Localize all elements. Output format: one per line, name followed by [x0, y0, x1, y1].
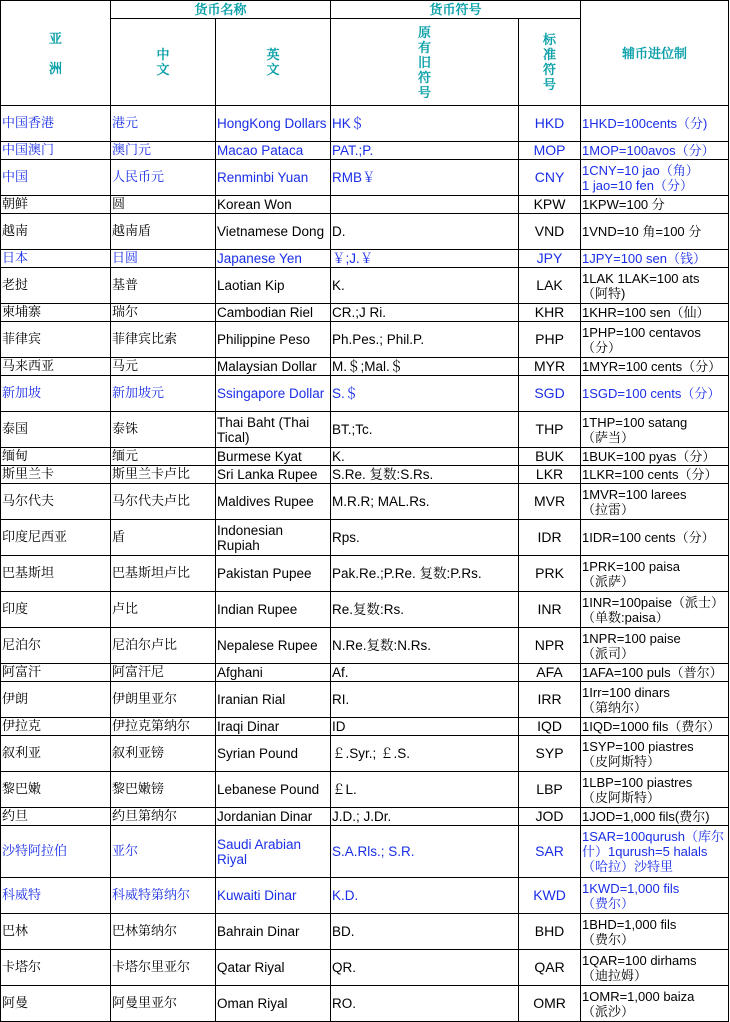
old-symbol-cell: HK＄ [331, 106, 519, 142]
table-row [1, 986, 729, 1022]
chinese-name-cell: 菲律宾比索 [111, 322, 216, 358]
header-region: 亚 洲 [1, 1, 111, 106]
standard-code-cell: BHD [519, 914, 581, 950]
chinese-name-cell: 卢比 [111, 592, 216, 628]
standard-code-cell: INR [519, 592, 581, 628]
old-symbol-cell: K.D. [331, 878, 519, 914]
country-cell: 巴林 [1, 914, 111, 950]
header-currency-symbol: 货币符号 [331, 1, 581, 19]
table-row [1, 466, 729, 484]
table-row [1, 664, 729, 682]
subunit-cell: 1THP=100 satang （萨当） [581, 412, 729, 448]
table-row [1, 914, 729, 950]
old-symbol-cell: ￥;J.￥ [331, 250, 519, 268]
subunit-cell: 1KPW=100 分 [581, 196, 729, 214]
old-symbol-cell: K. [331, 268, 519, 304]
subunit-cell: 1HKD=100cents（分) [581, 106, 729, 142]
subunit-cell: 1BHD=1,000 fils （费尔） [581, 914, 729, 950]
table-row [1, 250, 729, 268]
country-cell: 巴基斯坦 [1, 556, 111, 592]
old-symbol-cell: CR.;J Ri. [331, 304, 519, 322]
old-symbol-cell [331, 196, 519, 214]
subunit-cell: 1INR=100paise（派士） （单数:paisa） [581, 592, 729, 628]
english-name-cell: Japanese Yen [216, 250, 331, 268]
old-symbol-cell: N.Re.复数:N.Rs. [331, 628, 519, 664]
subunit-cell: 1SGD=100 cents（分） [581, 376, 729, 412]
standard-code-cell: THP [519, 412, 581, 448]
country-cell: 朝鲜 [1, 196, 111, 214]
subunit-cell: 1AFA=100 puls（普尔） [581, 664, 729, 682]
subunit-cell: 1IQD=1000 fils（费尔） [581, 718, 729, 736]
country-cell: 黎巴嫩 [1, 772, 111, 808]
subunit-cell: 1KHR=100 sen（仙） [581, 304, 729, 322]
chinese-name-cell: 伊拉克第纳尔 [111, 718, 216, 736]
english-name-cell: HongKong Dollars [216, 106, 331, 142]
chinese-name-cell: 日圆 [111, 250, 216, 268]
standard-code-cell: SAR [519, 826, 581, 878]
chinese-name-cell: 巴林第纳尔 [111, 914, 216, 950]
header-subunit: 辅币进位制 [581, 1, 729, 106]
table-row [1, 304, 729, 322]
standard-code-cell: KPW [519, 196, 581, 214]
old-symbol-cell: Ph.Pes.; Phil.P. [331, 322, 519, 358]
old-symbol-cell: RO. [331, 986, 519, 1022]
standard-code-cell: SGD [519, 376, 581, 412]
chinese-name-cell: 叙利亚镑 [111, 736, 216, 772]
english-name-cell: Kuwaiti Dinar [216, 878, 331, 914]
english-name-cell: Renminbi Yuan [216, 160, 331, 196]
old-symbol-cell: QR. [331, 950, 519, 986]
chinese-name-cell: 黎巴嫩镑 [111, 772, 216, 808]
table-row [1, 628, 729, 664]
chinese-name-cell: 缅元 [111, 448, 216, 466]
table-row [1, 736, 729, 772]
standard-code-cell: BUK [519, 448, 581, 466]
standard-code-cell: OMR [519, 986, 581, 1022]
old-symbol-cell: PAT.;P. [331, 142, 519, 160]
table-row [1, 520, 729, 556]
subunit-cell: 1SYP=100 piastres （皮阿斯特） [581, 736, 729, 772]
chinese-name-cell: 斯里兰卡卢比 [111, 466, 216, 484]
old-symbol-cell: D. [331, 214, 519, 250]
chinese-name-cell: 阿富汗尼 [111, 664, 216, 682]
chinese-name-cell: 马尔代夫卢比 [111, 484, 216, 520]
currency-rows [1, 106, 729, 1022]
country-cell: 伊拉克 [1, 718, 111, 736]
chinese-name-cell: 人民币元 [111, 160, 216, 196]
english-name-cell: Cambodian Riel [216, 304, 331, 322]
standard-code-cell: MOP [519, 142, 581, 160]
table-row [1, 376, 729, 412]
english-name-cell: Maldives Rupee [216, 484, 331, 520]
country-cell: 印度尼西亚 [1, 520, 111, 556]
table-row [1, 682, 729, 718]
english-name-cell: Malaysian Dollar [216, 358, 331, 376]
country-cell: 菲律宾 [1, 322, 111, 358]
standard-code-cell: KWD [519, 878, 581, 914]
standard-code-cell: NPR [519, 628, 581, 664]
country-cell: 新加坡 [1, 376, 111, 412]
country-cell: 中国澳门 [1, 142, 111, 160]
country-cell: 约旦 [1, 808, 111, 826]
subunit-cell: 1PHP=100 centavos （分） [581, 322, 729, 358]
table-row [1, 556, 729, 592]
header-english: 英 文 [216, 19, 331, 106]
chinese-name-cell: 瑞尔 [111, 304, 216, 322]
english-name-cell: Jordanian Dinar [216, 808, 331, 826]
country-cell: 缅甸 [1, 448, 111, 466]
english-name-cell: Bahrain Dinar [216, 914, 331, 950]
english-name-cell: Nepalese Rupee [216, 628, 331, 664]
chinese-name-cell: 亚尔 [111, 826, 216, 878]
subunit-cell: 1Irr=100 dinars （第纳尔） [581, 682, 729, 718]
country-cell: 马尔代夫 [1, 484, 111, 520]
old-symbol-cell: ￡L. [331, 772, 519, 808]
table-row [1, 484, 729, 520]
standard-code-cell: IDR [519, 520, 581, 556]
table-row [1, 322, 729, 358]
country-cell: 尼泊尔 [1, 628, 111, 664]
english-name-cell: Saudi Arabian Riyal [216, 826, 331, 878]
subunit-cell: 1CNY=10 jao（角） 1 jao=10 fen（分） [581, 160, 729, 196]
old-symbol-cell: RMB￥ [331, 160, 519, 196]
english-name-cell: Oman Riyal [216, 986, 331, 1022]
standard-code-cell: SYP [519, 736, 581, 772]
chinese-name-cell: 马元 [111, 358, 216, 376]
standard-code-cell: LAK [519, 268, 581, 304]
table-row [1, 950, 729, 986]
subunit-cell: 1JOD=1,000 fils(费尔) [581, 808, 729, 826]
subunit-cell: 1NPR=100 paise （派司） [581, 628, 729, 664]
standard-code-cell: QAR [519, 950, 581, 986]
table-row [1, 878, 729, 914]
english-name-cell: Korean Won [216, 196, 331, 214]
subunit-cell: 1LBP=100 piastres （皮阿斯特） [581, 772, 729, 808]
old-symbol-cell: ￡.Syr.; ￡.S. [331, 736, 519, 772]
chinese-name-cell: 新加坡元 [111, 376, 216, 412]
old-symbol-cell: Af. [331, 664, 519, 682]
country-cell: 印度 [1, 592, 111, 628]
chinese-name-cell: 港元 [111, 106, 216, 142]
old-symbol-cell: M.R.R; MAL.Rs. [331, 484, 519, 520]
english-name-cell: Iranian Rial [216, 682, 331, 718]
english-name-cell: Syrian Pound [216, 736, 331, 772]
country-cell: 阿曼 [1, 986, 111, 1022]
subunit-cell: 1IDR=100 cents（分） [581, 520, 729, 556]
standard-code-cell: KHR [519, 304, 581, 322]
old-symbol-cell: Rps. [331, 520, 519, 556]
country-cell: 中国 [1, 160, 111, 196]
english-name-cell: Lebanese Pound [216, 772, 331, 808]
standard-code-cell: MYR [519, 358, 581, 376]
chinese-name-cell: 科威特第纳尔 [111, 878, 216, 914]
english-name-cell: Sri Lanka Rupee [216, 466, 331, 484]
table-row [1, 142, 729, 160]
subunit-cell: 1PRK=100 paisa （派萨） [581, 556, 729, 592]
chinese-name-cell: 卡塔尔里亚尔 [111, 950, 216, 986]
subunit-cell: 1SAR=100qurush（库尔什）1qurush=5 halals （哈拉）沙特里 [581, 826, 729, 878]
table-row [1, 412, 729, 448]
country-cell: 卡塔尔 [1, 950, 111, 986]
table-row [1, 808, 729, 826]
country-cell: 越南 [1, 214, 111, 250]
subunit-cell: 1MYR=100 cents（分） [581, 358, 729, 376]
standard-code-cell: VND [519, 214, 581, 250]
english-name-cell: Ssingapore Dollar [216, 376, 331, 412]
subunit-cell: 1LAK 1LAK=100 ats （阿特) [581, 268, 729, 304]
country-cell: 伊朗 [1, 682, 111, 718]
chinese-name-cell: 澳门元 [111, 142, 216, 160]
chinese-name-cell: 泰铢 [111, 412, 216, 448]
country-cell: 马来西亚 [1, 358, 111, 376]
chinese-name-cell: 尼泊尔卢比 [111, 628, 216, 664]
country-cell: 叙利亚 [1, 736, 111, 772]
english-name-cell: Burmese Kyat [216, 448, 331, 466]
old-symbol-cell: S.＄ [331, 376, 519, 412]
standard-code-cell: LKR [519, 466, 581, 484]
subunit-cell: 1VND=10 角=100 分 [581, 214, 729, 250]
country-cell: 日本 [1, 250, 111, 268]
chinese-name-cell: 基普 [111, 268, 216, 304]
table-row [1, 106, 729, 142]
table-row [1, 268, 729, 304]
table-row [1, 214, 729, 250]
standard-code-cell: CNY [519, 160, 581, 196]
table-row [1, 718, 729, 736]
standard-code-cell: HKD [519, 106, 581, 142]
subunit-cell: 1BUK=100 pyas（分） [581, 448, 729, 466]
english-name-cell: Iraqi Dinar [216, 718, 331, 736]
table-row [1, 826, 729, 878]
header-currency-name: 货币名称 [111, 1, 331, 19]
country-cell: 泰国 [1, 412, 111, 448]
table-row [1, 160, 729, 196]
old-symbol-cell: J.D.; J.Dr. [331, 808, 519, 826]
table-row [1, 358, 729, 376]
chinese-name-cell: 巴基斯坦卢比 [111, 556, 216, 592]
subunit-cell: 1JPY=100 sen（钱） [581, 250, 729, 268]
old-symbol-cell: Re.复数:Rs. [331, 592, 519, 628]
old-symbol-cell: M.＄;Mal.＄ [331, 358, 519, 376]
chinese-name-cell: 越南盾 [111, 214, 216, 250]
standard-code-cell: PRK [519, 556, 581, 592]
english-name-cell: Pakistan Pupee [216, 556, 331, 592]
standard-code-cell: IQD [519, 718, 581, 736]
english-name-cell: Afghani [216, 664, 331, 682]
standard-code-cell: IRR [519, 682, 581, 718]
table-row [1, 448, 729, 466]
table-row [1, 772, 729, 808]
subunit-cell: 1KWD=1,000 fils （费尔） [581, 878, 729, 914]
standard-code-cell: AFA [519, 664, 581, 682]
old-symbol-cell: ID [331, 718, 519, 736]
standard-code-cell: LBP [519, 772, 581, 808]
subunit-cell: 1OMR=1,000 baiza （派沙） [581, 986, 729, 1022]
subunit-cell: 1MVR=100 larees （拉雷） [581, 484, 729, 520]
header-standard-symbol: 标 准 符 号 [519, 19, 581, 106]
english-name-cell: Philippine Peso [216, 322, 331, 358]
header-old-symbol: 原 有 旧 符 号 [331, 19, 519, 106]
english-name-cell: Thai Baht (Thai Tical) [216, 412, 331, 448]
table-row [1, 196, 729, 214]
header-chinese: 中 文 [111, 19, 216, 106]
country-cell: 柬埔寨 [1, 304, 111, 322]
standard-code-cell: PHP [519, 322, 581, 358]
standard-code-cell: JPY [519, 250, 581, 268]
country-cell: 中国香港 [1, 106, 111, 142]
subunit-cell: 1QAR=100 dirhams （迪拉姆） [581, 950, 729, 986]
country-cell: 阿富汗 [1, 664, 111, 682]
english-name-cell: Vietnamese Dong [216, 214, 331, 250]
english-name-cell: Laotian Kip [216, 268, 331, 304]
chinese-name-cell: 圆 [111, 196, 216, 214]
country-cell: 老挝 [1, 268, 111, 304]
country-cell: 斯里兰卡 [1, 466, 111, 484]
chinese-name-cell: 伊朗里亚尔 [111, 682, 216, 718]
standard-code-cell: JOD [519, 808, 581, 826]
old-symbol-cell: S.A.Rls.; S.R. [331, 826, 519, 878]
english-name-cell: Macao Pataca [216, 142, 331, 160]
chinese-name-cell: 盾 [111, 520, 216, 556]
old-symbol-cell: RI. [331, 682, 519, 718]
chinese-name-cell: 阿曼里亚尔 [111, 986, 216, 1022]
subunit-cell: 1LKR=100 cents（分） [581, 466, 729, 484]
old-symbol-cell: BT.;Tc. [331, 412, 519, 448]
old-symbol-cell: S.Re. 复数:S.Rs. [331, 466, 519, 484]
country-cell: 科威特 [1, 878, 111, 914]
table-row [1, 592, 729, 628]
country-cell: 沙特阿拉伯 [1, 826, 111, 878]
subunit-cell: 1MOP=100avos（分） [581, 142, 729, 160]
english-name-cell: Indian Rupee [216, 592, 331, 628]
standard-code-cell: MVR [519, 484, 581, 520]
english-name-cell: Qatar Riyal [216, 950, 331, 986]
old-symbol-cell: BD. [331, 914, 519, 950]
old-symbol-cell: K. [331, 448, 519, 466]
old-symbol-cell: Pak.Re.;P.Re. 复数:P.Rs. [331, 556, 519, 592]
chinese-name-cell: 约旦第纳尔 [111, 808, 216, 826]
english-name-cell: Indonesian Rupiah [216, 520, 331, 556]
